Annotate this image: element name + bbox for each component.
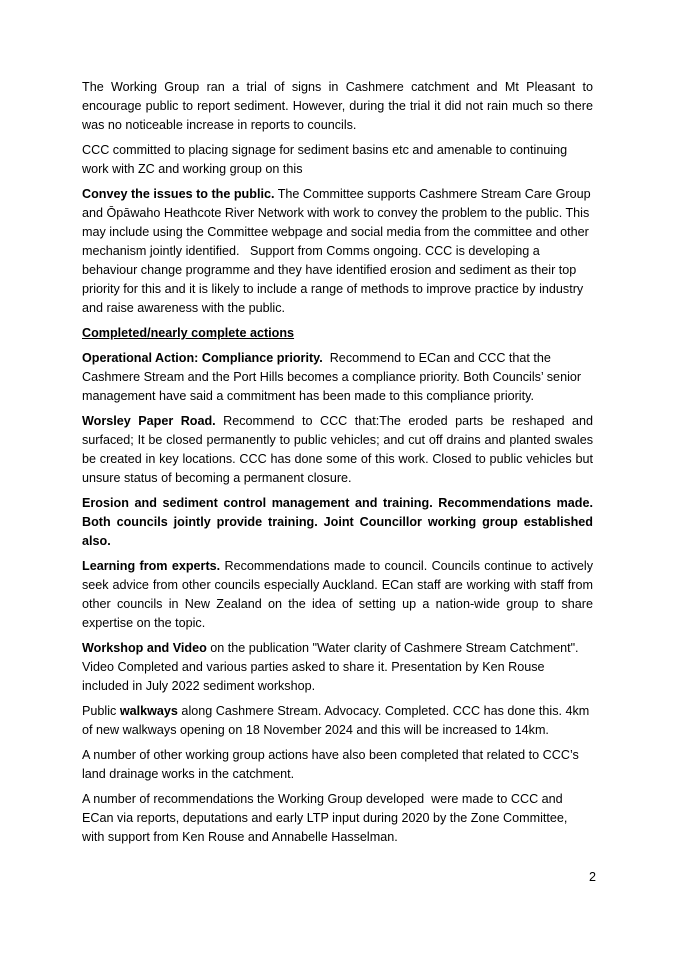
bold-text-run: Workshop and Video	[82, 641, 207, 655]
bold-text-run: Convey the issues to the public.	[82, 187, 275, 201]
paragraph	[82, 78, 597, 135]
paragraph	[82, 746, 593, 784]
text-run: A number of other working group actions have also been completed that related to CCC’s land drainage works in the catchment.	[82, 748, 583, 781]
bold-text-run: Erosion and sediment control management and training. Recommendations made. Both councils jointly provide training. Joint Councillor working group established also.	[82, 496, 597, 548]
paragraph	[82, 141, 593, 179]
bold-text-run: Worsley Paper Road.	[82, 414, 216, 428]
paragraph	[82, 185, 593, 318]
paragraph	[82, 412, 597, 488]
text-run: Recommend to ECan and CCC that the Cashmere Stream and the Port Hills becomes a compliance priority. Both Councils’ senior management have said a commitment has been made to this compliance priority.	[82, 351, 585, 403]
document-body	[82, 78, 597, 847]
text-run: The Working Group ran a trial of signs in Cashmere catchment and Mt Pleasant to encourage public to report sediment. However, during the trial it did not rain much so there was no noticeable increase in reports to councils.	[82, 80, 597, 132]
text-run: The Committee supports Cashmere Stream Care Group and Ōpāwaho Heathcote River Network with work to convey the problem to the public. This may include using the Committee webpage and social media from the committee and other mechanism jointly identified. Support from Comms ongoing. CCC is developing a behaviour change programme and they have identified erosion and sediment as their top priority for this and it is likely to include a range of methods to improve practice by industry and raise awareness with the public.	[82, 187, 595, 315]
bold-text-run: walkways	[119, 704, 178, 718]
text-run: on the publication "Water clarity of Cashmere Stream Catchment". Video Completed and various parties asked to share it. Presentation by Ken Rouse included in July 2022 sediment workshop.	[82, 641, 583, 693]
bold-text-run: Operational Action: Compliance priority.	[82, 351, 323, 365]
paragraph	[82, 790, 593, 847]
section-heading	[82, 324, 593, 343]
paragraph	[82, 349, 593, 406]
text-run: Recommendations made to council. Councils continue to actively seek advice from other councils especially Auckland. ECan staff are working with staff from other councils in New Zealand on the idea of setting up a nation-wide group to share expertise on the topic.	[82, 559, 597, 630]
bold-text-run: Learning from experts.	[82, 559, 221, 573]
text-run: A number of recommendations the Working Group developed were made to CCC and ECan via reports, deputations and early LTP input during 2020 by the Zone Committee, with support from Ken Rouse and Annabelle Hasselman.	[82, 792, 571, 844]
paragraph	[82, 494, 597, 551]
text-run: CCC committed to placing signage for sediment basins etc and amenable to continuing work with ZC and working group on this	[82, 143, 571, 176]
page-number: 2	[588, 870, 596, 884]
text-run: Public	[82, 704, 120, 718]
text-run: Recommend to CCC that:The eroded parts be reshaped and surfaced; It be closed permanently to public vehicles; and cut off drains and planted swales be created in key locations. CCC has done some of this work. Closed to public vehicles but unsure status of becoming a permanent closure.	[82, 414, 597, 485]
paragraph	[82, 702, 593, 740]
paragraph	[82, 639, 593, 696]
bold-text-run: Completed/nearly complete actions	[82, 326, 295, 340]
text-run: along Cashmere Stream. Advocacy. Completed. CCC has done this. 4km of new walkways opening on 18 November 2024 and this will be increased to 14km.	[82, 704, 593, 737]
paragraph	[82, 557, 597, 633]
